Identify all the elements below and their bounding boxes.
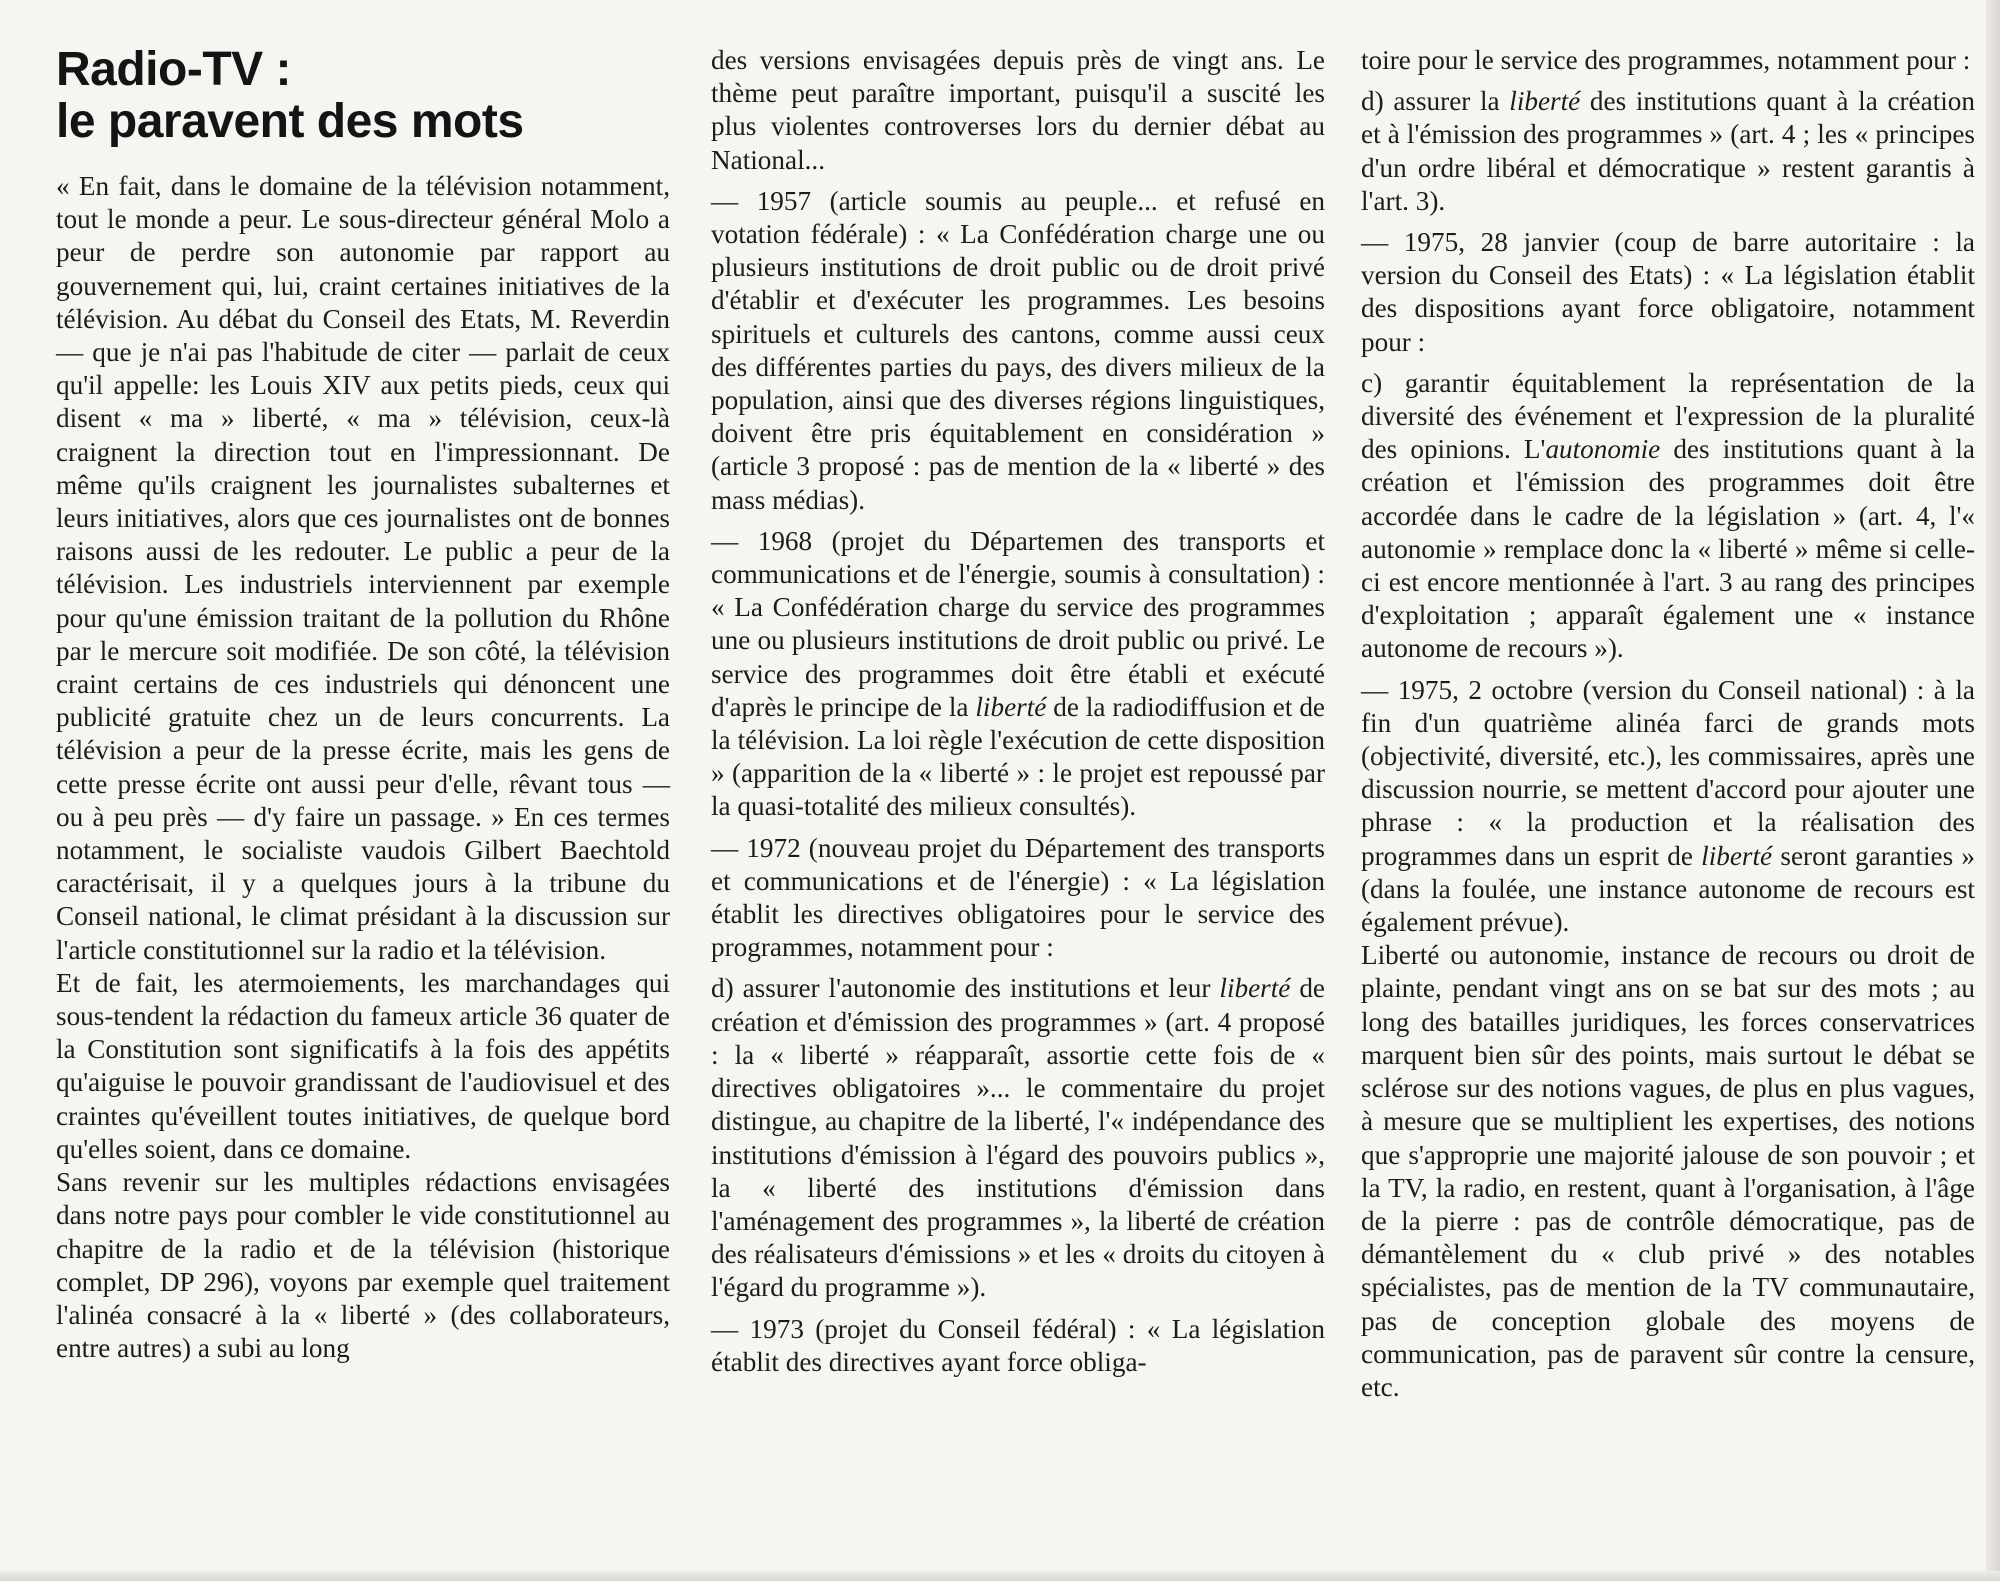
text-run: d) assurer l'autonomie des institutions et leur [711, 973, 1220, 1004]
paragraph: Et de fait, les atermoiements, les marchandages qui sous-tendent la rédaction du fameux article 36 quater de la Constitution sont significatifs à la fois des appétits qu'aiguise le pouvoir grandissant de l'audiovisuel et des craintes qu'éveillent toutes initiatives, de quelque bord qu'elles soient, dans ce domaine. [56, 967, 670, 1164]
emphasis: liberté [1701, 840, 1773, 871]
emphasis: liberté [1509, 86, 1581, 117]
text-run: de création et d'émission des programmes » (art. 4 proposé : la « liberté » réapparaît, assortie cette fois de « directives obligatoires »... le commentaire du projet distingue, au chapitre de la liberté, l'« indépendance des institutions d'émission à l'égard des pouvoirs publics », la « liberté des institutions d'émission dans l'aménagement des programmes », la liberté de création des réalisateurs d'émissions » et les « droits du citoyen à l'égard du programme »). [711, 973, 1325, 1303]
paragraph [1361, 85, 1975, 218]
paragraph [1361, 674, 1975, 940]
emphasis: autonomie [1545, 434, 1661, 465]
article-title [56, 44, 670, 148]
text-run: des institutions quant à la création et l'émission des programmes doit être accordée dans le cadre de la législation » (art. 4, l'« autonomie » remplace donc la « liberté » même si celle-ci est encore mentionnée à l'art. 3 au rang des principes d'exploitation ; apparaît également une « instance autonome de recours »). [1361, 434, 1975, 664]
paragraph: Liberté ou autonomie, instance de recours ou droit de plainte, pendant vingt ans on se bat sur des mots ; au long des batailles juridiques, les forces conservatrices marquent bien sûr des points, mais surtout le débat se sclérose sur des notions vagues, de plus en plus vagues, à mesure que se multiplient les expertises, des notions que s'approprie une majorité jalouse de son pouvoir ; et la TV, la radio, en restent, quant à l'organisation, à l'âge de la pierre : pas de contrôle démocratique, pas de démantèlement du « club privé » des notables spécialistes, pas de mention de la TV communautaire, pas de conception globale des moyens de communication, pas de paravent sûr contre la censure, etc. [1361, 940, 1975, 1402]
text-run: — 1975, 2 octobre (version du Conseil national) : à la fin d'un quatrième alinéa farci de grands mots (objectivité, diversité, etc.), les commissaires, après une discussion nourrie, se mettent d'accord pour ajouter une phrase : « la production et la réalisation des programmes dans un esprit de [1361, 674, 1975, 871]
text-run: d) assurer la [1361, 86, 1510, 117]
column-2 [711, 44, 1325, 1387]
text-run: de la radiodiffusion et de la télévision. La loi règle l'exécution de cette disposition » (apparition de la « liberté » : le projet est repoussé par la quasi-totalité des milieux consultés). [711, 691, 1325, 822]
text-run: seront garanties » (dans la foulée, une instance autonome de recours est également prévue). [1361, 840, 1976, 938]
paragraph [1361, 367, 1975, 666]
paragraph: « En fait, dans le domaine de la télévision notamment, tout le monde a peur. Le sous-directeur général Molo a peur de perdre son autonomie par rapport au gouvernement qui, lui, craint certaines initiatives de la télévision. Au débat du Conseil des Etats, M. Reverdin — que je n'ai pas l'habitude de citer — parlait de ceux qu'il appelle: les Louis XIV aux petits pieds, ceux qui disent « ma » liberté, « ma » télévision, ceux-là craignent la direction tout en l'impressionnant. De même qu'ils craignent les journalistes subalternes et leurs initiatives, alors que ces journalistes ont de bonnes raisons aussi de les redouter. Le public a peur de la télévision. Les industriels interviennent par exemple pour qu'une émission traitant de la pollution du Rhône par le mercure soit modifiée. De son côté, la télévision craint certains de ces industriels qui dénoncent une publicité gratuite chez un de leurs concurrents. La télévision a peur de la presse écrite, mais les gens de cette presse écrite ont aussi peur d'elle, rêvant tous — ou à peu près — d'y faire un passage. » En ces termes notamment, le socialiste vaudois Gilbert Baechtold caractérisait, il y a quelques jours à la tribune du Conseil national, le climat présidant à la discussion sur l'article constitutionnel sur la radio et la télévision. [56, 171, 670, 965]
title-line-1: Radio-TV : [56, 43, 291, 96]
emphasis: liberté [1219, 973, 1291, 1004]
paragraph: Sans revenir sur les multiples rédactions envisagées dans notre pays pour combler le vide constitutionnel au chapitre de la radio et de la télévision (historique complet, DP 296), voyons par exemple quel traitement l'alinéa consacré à la « liberté » (des collaborateurs, entre autres) a subi au long [56, 1167, 670, 1364]
text-run: des institutions quant à la création et à l'émission des programmes » (art. 4 ; les « principes d'un ordre libéral et démocratique » restent garantis à l'art. 3). [1361, 86, 1975, 216]
paragraph: — 1957 (article soumis au peuple... et refusé en votation fédérale) : « La Confédération charge une ou plusieurs institutions de droit public ou de droit privé d'établir et d'exécuter les programmes. Les besoins spirituels et culturels des cantons, comme aussi ceux des différentes parties du pays, des divers milieux de la population, ainsi que des diverses régions linguistiques, doivent être pris équitablement en considération » (article 3 proposé : pas de mention de la « liberté » des mass médias). [711, 185, 1325, 515]
paragraph [711, 525, 1325, 824]
paragraph: toire pour le service des programmes, notamment pour : [1361, 45, 1971, 75]
column-1 [56, 44, 670, 1365]
paragraph: — 1975, 28 janvier (coup de barre autoritaire : la version du Conseil des Etats) : « La législation établit des dispositions ayant force obligatoire, notamment pour : [1361, 227, 1975, 357]
paragraph: des versions envisagées depuis près de vingt ans. Le thème peut paraître important, puisqu'il a suscité les plus violentes controverses lors du dernier débat au National... [711, 45, 1325, 175]
page-bottom-shadow [0, 1571, 2000, 1581]
text-run: — 1968 (projet du Départemen des transports et communications et de l'énergie, soumis à consultation) : « La Confédération charge du service des programmes une ou plusieurs institutions de droit public ou privé. Le service des programmes doit être établi et exécuté d'après le principe de la [711, 525, 1325, 722]
text-run: c) garantir équitablement la représentation de la diversité des événement et l'expression de la pluralité des opinions. L' [1361, 367, 1975, 465]
emphasis: liberté [975, 691, 1047, 722]
paragraph [711, 972, 1325, 1304]
title-line-2: le paravent des mots [56, 95, 524, 148]
page-edge-shadow [1986, 0, 2000, 1581]
paragraph: — 1973 (projet du Conseil fédéral) : « La législation établit des directives ayant force obliga- [711, 1313, 1325, 1377]
column-3 [1361, 44, 1975, 1412]
paragraph: — 1972 (nouveau projet du Département des transports et communications et de l'énergie) : « La législation établit les directives obligatoires pour le service des programmes, notamment pour : [711, 832, 1325, 963]
